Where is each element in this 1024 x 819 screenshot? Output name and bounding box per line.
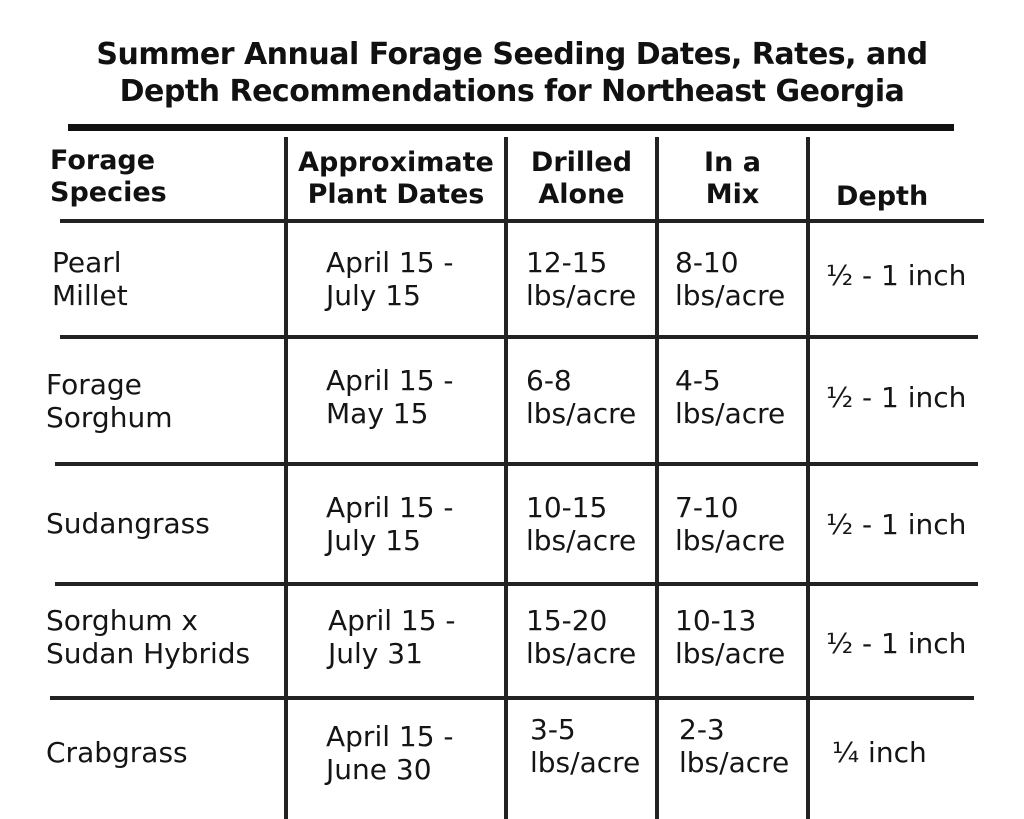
row-5-mix: 2-3 lbs/acre — [679, 713, 790, 779]
row-divider-3 — [55, 582, 978, 586]
row-5-drilled: 3-5 lbs/acre — [530, 713, 641, 779]
row-divider-4 — [50, 696, 974, 700]
header-plant-dates: Approximate Plant Dates — [298, 147, 494, 210]
row-2-dates: April 15 - May 15 — [326, 364, 454, 430]
header-forage-species: Forage Species — [50, 145, 167, 208]
row-4-dates: April 15 - July 31 — [328, 604, 456, 670]
header-divider — [60, 219, 984, 223]
column-divider-2 — [504, 137, 508, 819]
row-2-drilled: 6-8 lbs/acre — [526, 364, 637, 430]
title-divider — [68, 124, 954, 131]
row-1-depth: ½ - 1 inch — [826, 259, 967, 292]
row-1-dates: April 15 - July 15 — [326, 246, 454, 312]
row-divider-1 — [60, 335, 978, 339]
column-divider-4 — [806, 137, 810, 819]
row-2-depth: ½ - 1 inch — [826, 381, 967, 414]
title-line-1: Summer Annual Forage Seeding Dates, Rates, and — [96, 37, 928, 72]
row-4-drilled: 15-20 lbs/acre — [526, 604, 637, 670]
row-2-species: Forage Sorghum — [46, 368, 173, 434]
row-4-species: Sorghum x Sudan Hybrids — [46, 604, 251, 670]
row-1-drilled: 12-15 lbs/acre — [526, 246, 637, 312]
row-3-drilled: 10-15 lbs/acre — [526, 491, 637, 557]
row-5-depth: ¼ inch — [832, 736, 927, 769]
row-3-dates: April 15 - July 15 — [326, 491, 454, 557]
row-divider-2 — [55, 462, 978, 466]
row-1-species: Pearl Millet — [52, 246, 128, 312]
column-divider-3 — [655, 137, 659, 819]
row-5-dates: April 15 - June 30 — [326, 720, 454, 786]
row-3-depth: ½ - 1 inch — [826, 508, 967, 541]
row-2-mix: 4-5 lbs/acre — [675, 364, 786, 430]
header-drilled-alone: Drilled Alone — [530, 147, 633, 210]
row-3-mix: 7-10 lbs/acre — [675, 491, 786, 557]
row-4-depth: ½ - 1 inch — [826, 627, 967, 660]
column-divider-1 — [284, 137, 288, 819]
title-line-2: Depth Recommendations for Northeast Georgia — [119, 74, 905, 109]
row-5-species: Crabgrass — [46, 736, 188, 769]
row-3-species: Sudangrass — [46, 507, 210, 540]
header-depth: Depth — [836, 181, 929, 212]
page-title — [0, 36, 1024, 110]
header-in-a-mix: In a Mix — [704, 147, 761, 210]
row-1-mix: 8-10 lbs/acre — [675, 246, 786, 312]
row-4-mix: 10-13 lbs/acre — [675, 604, 786, 670]
